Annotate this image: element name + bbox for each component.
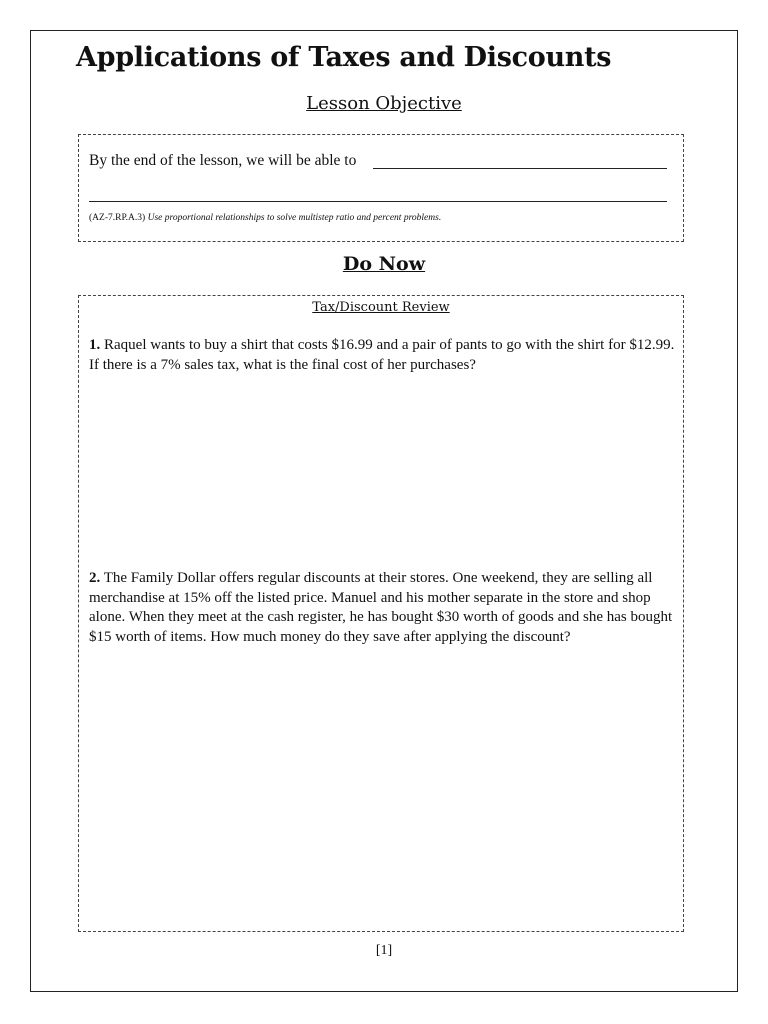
standard-text: Use proportional relationships to solve multistep ratio and percent problems. xyxy=(147,213,442,223)
question-text: Raquel wants to buy a shirt that costs $16.99 and a pair of pants to go with the shirt for $12.99. If there is a 7% sales tax, what is the final cost of her purchases? xyxy=(89,337,675,373)
objective-blank-line-1[interactable] xyxy=(373,168,667,169)
do-now-heading: Do Now xyxy=(342,253,426,275)
question-2 xyxy=(89,569,675,647)
page-title: Applications of Taxes and Discounts xyxy=(76,42,612,73)
standard-reference xyxy=(89,213,441,223)
page-number: [1] xyxy=(375,943,393,958)
objective-prompt: By the end of the lesson, we will be able to xyxy=(89,152,357,169)
question-1 xyxy=(89,336,675,375)
lesson-objective-heading: Lesson Objective xyxy=(306,93,462,114)
objective-blank-line-2[interactable] xyxy=(89,201,667,202)
question-number: 2. xyxy=(89,570,101,586)
lesson-objective-box xyxy=(78,134,684,242)
question-text: The Family Dollar offers regular discounts at their stores. One weekend, they are selling all merchandise at 15% off the listed price. Manuel and his mother separate in the store and shop alone. When they meet at the cash register, he has bought $30 worth of goods and she has bought $15 worth of items. How much money do they save after applying the discount? xyxy=(89,570,673,645)
standard-code: (AZ-7.RP.A.3) xyxy=(89,213,146,223)
review-subheading: Tax/Discount Review xyxy=(312,300,450,315)
question-number: 1. xyxy=(89,337,101,353)
do-now-box xyxy=(78,295,684,932)
